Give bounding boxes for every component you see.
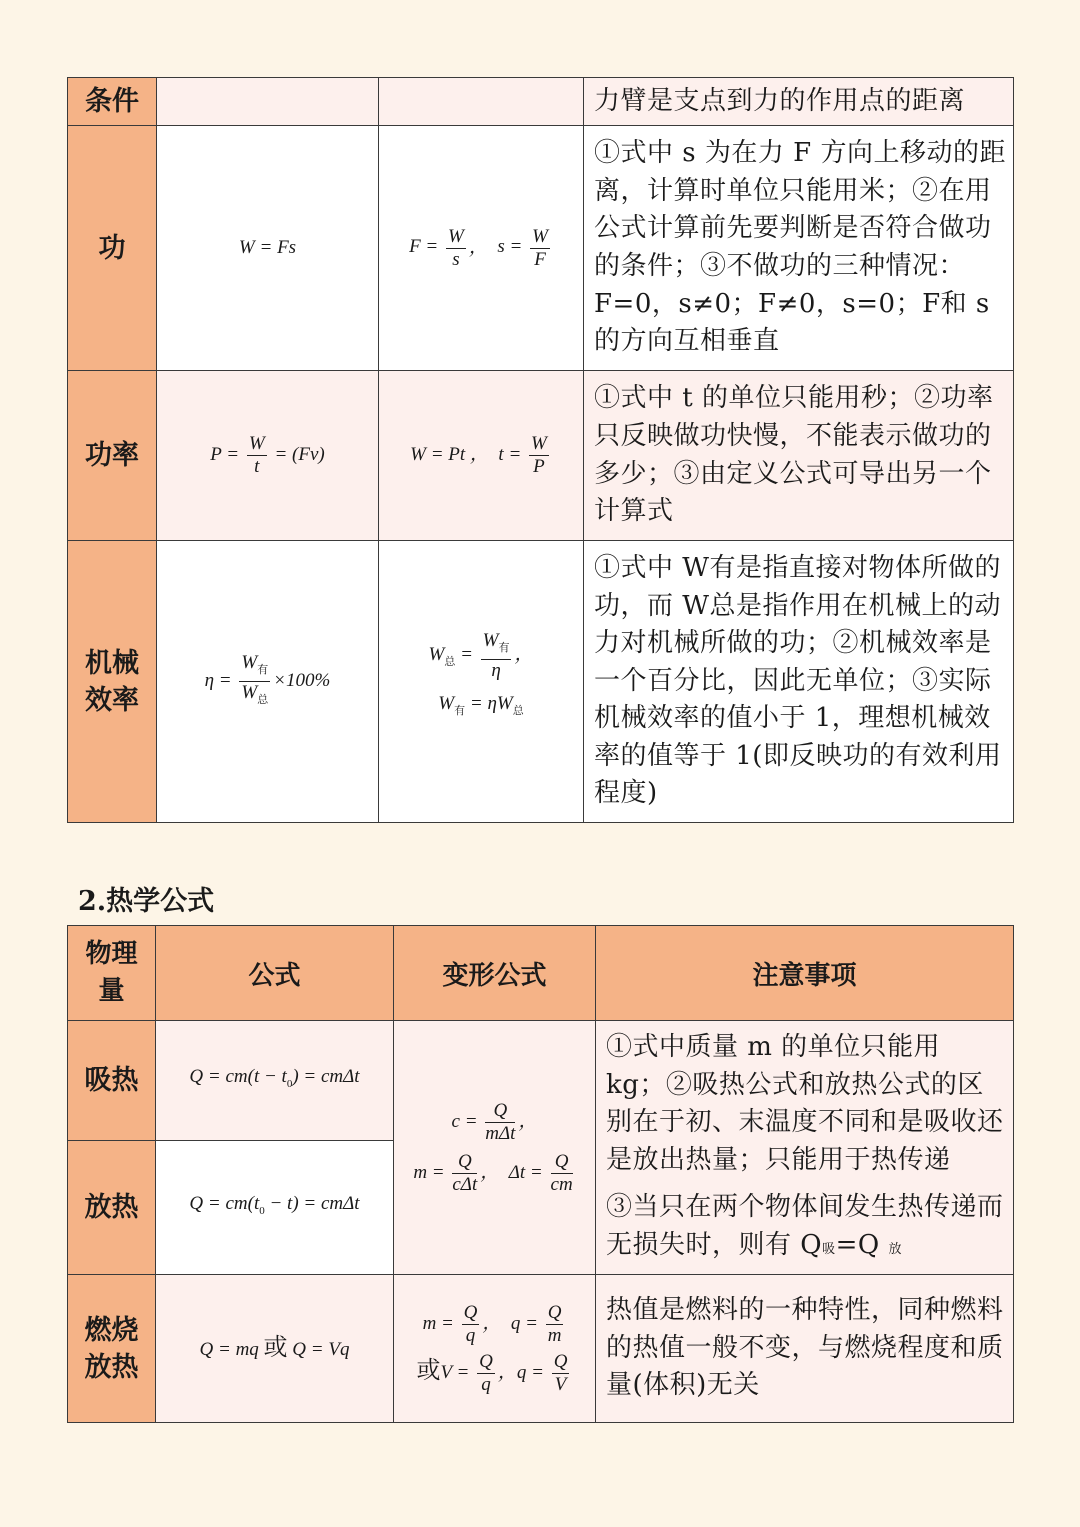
formula-cell	[157, 78, 379, 126]
formula-cell	[157, 541, 379, 823]
row-label: 放热	[68, 1141, 156, 1275]
formula-cell	[157, 371, 379, 541]
combustion-formula-b: Q = Vq	[292, 1339, 350, 1360]
table-row	[68, 541, 1014, 823]
heat-note-2: ③当只在两个物体间发生热传递而无损失时，则有 Q吸=Q 放	[606, 1192, 1004, 1260]
note-cell: ①式中 s 为在力 F 方向上移动的距离，计算时单位只能用米；②在用公式计算前先要判断是否符合做功的条件；③不做功的三种情况：F=0，s≠0；F≠0，s=0；F和 s 的方向互相垂直	[584, 126, 1014, 371]
heat-note-1: ①式中质量 m 的单位只能用 kg；②吸热公式和放热公式的区别在于初、末温度不同和是吸收还是放出热量；只能用于热传递	[606, 1032, 1004, 1175]
variant-cell: F = $\frac{W}{s}$ ， s = $\frac{W}{F}$	[379, 126, 584, 371]
header-variant: 变形公式	[394, 926, 596, 1021]
heat-variant-c: c = Q mΔt ，	[451, 1099, 538, 1144]
note-cell: 力臂是支点到力的作用点的距离	[584, 78, 1014, 126]
combustion-variant-1: m = $\frac{Q}{q}$ ， q = $\frac{Q}{m}$	[422, 1301, 562, 1346]
absorb-formula: $Q = cm(t - t_0) = cm\Delta t$	[189, 1066, 360, 1090]
release-formula: $Q = cm(t_0 - t) = cm\Delta t$	[189, 1193, 360, 1217]
formula-cell	[156, 1275, 394, 1423]
variant-cell	[379, 78, 584, 126]
label-line: 机械	[85, 647, 139, 679]
note-cell: ①式中 W有是指直接对物体所做的功，而 W总是指作用在机械上的动力对机械所做的功；②机械效率是一个百分比，因此无单位；③实际机械效率的值小于 1，理想机械效率的值等于 1(即反映功的有效利用程度)	[584, 541, 1014, 823]
efficiency-variant-2: $W_有 = \eta W_总$	[438, 693, 524, 717]
row-label: 吸热	[68, 1021, 156, 1141]
work-formula: W = Fs	[238, 237, 297, 258]
formula-cell	[156, 1021, 394, 1141]
table-row	[68, 371, 1014, 541]
combustion-variant-2: 或V = $\frac{Q}{q}$ ，q = $\frac{Q}{V}$	[416, 1350, 568, 1395]
section-title: 2.热学公式	[78, 886, 215, 917]
variant-cell	[394, 1275, 596, 1423]
note-cell: 热值是燃料的一种特性，同种燃料的热值一般不变，与燃烧程度和质量(体积)无关	[596, 1275, 1014, 1423]
efficiency-formula: η = $W_有$ $W_总$ ×100%	[204, 652, 331, 706]
or-word: 或	[263, 1333, 288, 1361]
work-variant-s: s = $\frac{W}{F}$	[497, 225, 548, 270]
header-formula: 公式	[156, 926, 394, 1021]
label-line: 放热	[84, 1351, 139, 1383]
variant-cell	[379, 541, 584, 823]
header-note: 注意事项	[596, 926, 1014, 1021]
row-label	[68, 541, 157, 823]
label-line: 燃烧	[84, 1314, 139, 1346]
table-row	[68, 1021, 1014, 1141]
work-variant-f: F = $\frac{W}{s}$	[409, 225, 464, 270]
formula-cell	[156, 1141, 394, 1275]
row-label	[68, 1275, 156, 1423]
row-label: 功	[68, 126, 157, 371]
table-header-row	[68, 926, 1014, 1021]
row-label: 条件	[68, 78, 157, 126]
note-cell: ①式中 t 的单位只能用秒；②功率只反映做功快慢，不能表示做功的多少；③由定义公式可导出另一个计算式	[584, 371, 1014, 541]
table-row	[68, 1275, 1014, 1423]
thermal-table	[67, 925, 1014, 1423]
row-label: 功率	[68, 371, 157, 541]
mechanics-table	[67, 77, 1014, 823]
note-cell	[596, 1021, 1014, 1275]
header-line: 量	[98, 976, 125, 1006]
label-line: 效率	[85, 684, 139, 716]
variant-cell	[379, 371, 584, 541]
formula-cell	[157, 126, 379, 371]
combustion-formula-a: Q = mq	[199, 1339, 259, 1360]
power-variant: W = Pt ， t = $\frac{W}{P}$	[410, 433, 547, 477]
header-quantity	[68, 926, 156, 1021]
header-line: 物理	[85, 939, 138, 969]
power-formula: P = $\frac{W}{t}$ = (Fv)	[210, 433, 325, 477]
efficiency-variant-1: $W_总$ = $W_有$ η ，	[428, 630, 534, 681]
variant-cell	[394, 1021, 596, 1275]
table-row	[68, 126, 1014, 371]
heat-variant-m-dt: m = Q cΔt ， Δt = $\frac{Q}{cm}$	[413, 1150, 573, 1195]
table-row	[68, 78, 1014, 126]
